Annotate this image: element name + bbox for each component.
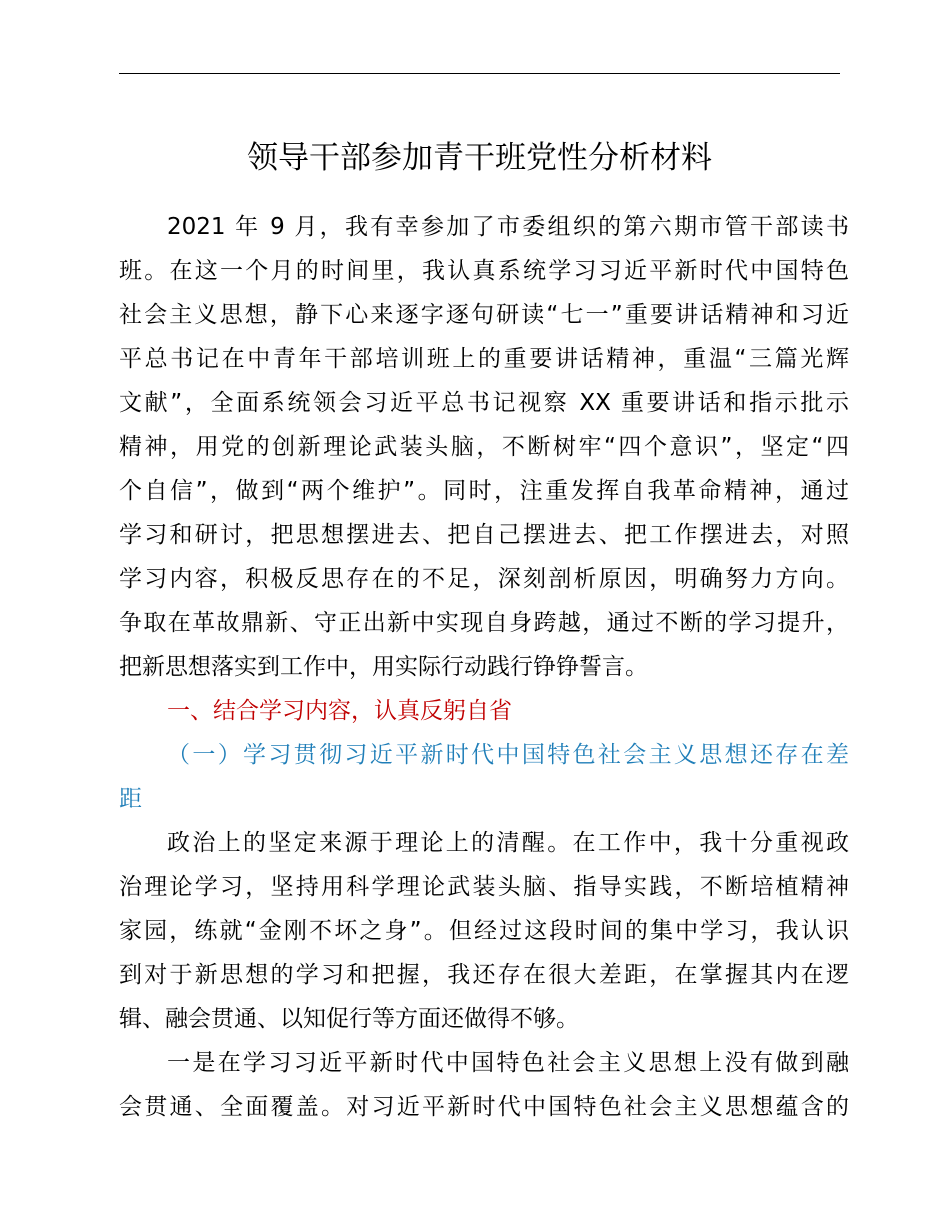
- text-line: 辑、融会贯通、以知促行等方面还做得不够。: [119, 1006, 579, 1032]
- page-title: 领导干部参加青干班党性分析材料: [247, 140, 712, 176]
- text-line: 到对于新思想的学习和把握，我还存在很大差距，在掌握其内在逻: [119, 962, 849, 988]
- subsection-heading: [119, 733, 849, 821]
- section-heading-text: 一、结合学习内容，认真反躬自省: [167, 698, 512, 724]
- subsection-heading-text: 距: [119, 786, 142, 812]
- text-line: 政治上的坚定来源于理论上的清醒。在工作中，我十分重视政: [167, 830, 849, 856]
- document-body: [119, 205, 849, 1129]
- text-line: 一是在学习习近平新时代中国特色社会主义思想上没有做到融: [167, 1050, 849, 1076]
- text-line: 家园，练就“金刚不坏之身”。但经过这段时间的集中学习，我认识: [119, 918, 849, 944]
- section-heading: [119, 689, 849, 733]
- text-line: 个自信”，做到“两个维护”。同时，注重发挥自我革命精神，通过: [119, 478, 849, 504]
- text-line: 学习内容，积极反思存在的不足，深刻剖析原因，明确努力方向。: [119, 566, 849, 592]
- text-line: 学习和研讨，把思想摆进去、把自己摆进去、把工作摆进去，对照: [119, 522, 849, 548]
- text-line: 精神，用党的创新理论武装头脑，不断树牢“四个意识”，坚定“四: [119, 434, 849, 460]
- text-line: 班。在这一个月的时间里，我认真系统学习习近平新时代中国特色: [119, 258, 849, 284]
- intro-paragraph: [119, 205, 849, 689]
- body-paragraph: [119, 821, 849, 1041]
- text-line: 治理论学习，坚持用科学理论武装头脑、指导实践，不断培植精神: [119, 874, 849, 900]
- text-line: 文献”，全面系统领会习近平总书记视察 XX 重要讲话和指示批示: [119, 390, 849, 416]
- text-line: 争取在革故鼎新、守正出新中实现自身跨越，通过不断的学习提升，: [119, 610, 849, 636]
- text-line: 把新思想落实到工作中，用实际行动践行铮铮誓言。: [119, 654, 648, 680]
- text-line: 平总书记在中青年干部培训班上的重要讲话精神，重温“三篇光辉: [119, 346, 849, 372]
- text-line: 会贯通、全面覆盖。对习近平新时代中国特色社会主义思想蕴含的: [119, 1094, 849, 1120]
- header-rule: [119, 73, 840, 74]
- text-line: 2021 年 9 月，我有幸参加了市委组织的第六期市管干部读书: [167, 214, 849, 240]
- subsection-heading-text: （一）学习贯彻习近平新时代中国特色社会主义思想还存在差: [167, 742, 849, 768]
- body-paragraph: [119, 1041, 849, 1129]
- text-line: 社会主义思想，静下心来逐字逐句研读“七一”重要讲话精神和习近: [119, 302, 849, 328]
